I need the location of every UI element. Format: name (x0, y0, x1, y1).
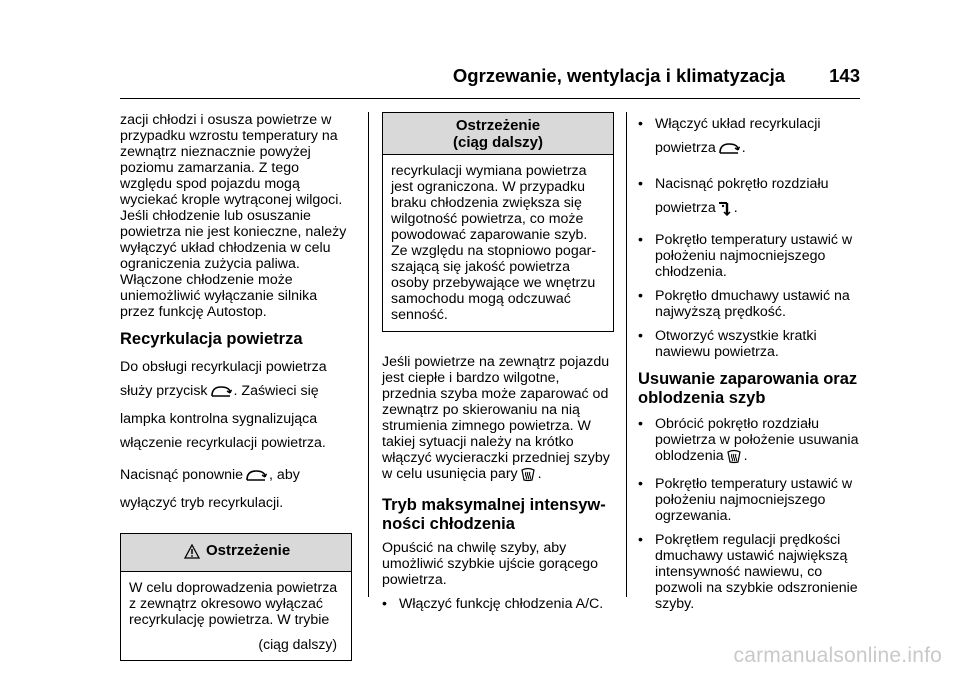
max-cooling-paragraph: Opuścić na chwilę szyby, aby umożliwić szybkie ujście gorącego powietrza. (382, 540, 599, 588)
bullet2-text-b: . (733, 200, 738, 216)
recirculation-icon (718, 140, 740, 164)
warning-box (120, 533, 352, 661)
defog-heading: Usuwanie zaparowania oraz oblodzenia szyb (638, 370, 858, 407)
warning-body (383, 155, 613, 331)
recirculation-icon (210, 383, 232, 407)
bullet2-text-a: Nacisnąć pokrętło rozdziału powietrza (655, 176, 829, 216)
vent-airflow-icon (718, 200, 732, 224)
bullet1-text-a: Włączyć układ recyrkulacji powietrza (655, 116, 821, 156)
page-number: 143 (829, 65, 860, 86)
warning-continued: (ciąg dalszy) (258, 636, 337, 652)
recirc-text-b: . Zaświeci się lampka kontrolna sygnalizująca włączenie recyrkulacji powietrza. (120, 383, 326, 451)
bullet6-text-b: . (743, 448, 748, 464)
defrost-icon (520, 467, 536, 486)
bullet6-text-a: Obrócić pokrętło rozdziału powietrza w położenie usuwania oblodzenia (655, 416, 859, 464)
page-header (120, 58, 860, 99)
warning-title: Ostrzeżenie (205, 542, 291, 559)
column-divider (626, 112, 627, 597)
bullet1-text-b: . (741, 140, 746, 156)
watermark: carmanualsonline.info (733, 644, 942, 667)
list-item (638, 172, 868, 224)
recirc-text-a: Do obsługi recyrkulacji powietrza służy przycisk (120, 359, 327, 399)
warning-title: Ostrzeżenie (455, 117, 541, 134)
list-item (638, 112, 868, 164)
list-item: • Pokrętło temperatury ustawić w położeniu najmocniejszego ogrzewania. (638, 476, 868, 524)
list-item: • Otworzyć wszystkie kratki nawiewu powietrza. (638, 328, 868, 360)
list-item: • Włączyć funkcję chłodzenia A/C. (382, 596, 614, 612)
list-item: • Pokrętło dmuchawy ustawić na najwyższą prędkość. (638, 288, 868, 320)
header-title: Ogrzewanie, wentylacja i klimatyzacja (452, 65, 785, 86)
column-divider (368, 112, 369, 597)
humid-text-b: . (537, 466, 542, 482)
recirc-paragraph-1 (120, 355, 352, 455)
warning-header (121, 534, 351, 572)
warning-text: W celu doprowadzenia powietrza z zewnątrz okresowo wyłączać recyrkulację powietrza. W trybie (129, 580, 338, 628)
recirc2-text-a: Nacisnąć ponownie (120, 467, 244, 483)
warning-triangle-icon (184, 544, 200, 563)
list-item: • Pokrętłem regulacji prędkości dmuchawy ustawić największą intensywność nawiewu, co pozwoli na szybkie odszronienie szyby. (638, 532, 868, 612)
column-2 (382, 112, 614, 612)
recirc2-text-b: , aby wyłączyć tryb recyrkulacji. (120, 467, 300, 511)
warning-header-continued (383, 113, 613, 155)
humid-text-a: Jeśli powietrze na zewnątrz pojazdu jest ciepłe i bardzo wilgotne, przednia szyba może zaparować od zewnątrz po skierowaniu na nią strumienia zimnego powietrza. W takiej sytuacji należy na krótko włączyć wycieraczki przedniej szyby w celu usunięcia pary (382, 354, 610, 482)
warning-text: recyrkulacji wymiana powietrza jest ograniczona. W przypadku braku chłodzenia zwiększa się wilgotność powietrza, co może powodować zaparowanie szyb. Ze względu na stopniowo pogar-szającą się jakość powietrza osoby przebywające we wnętrzu samochodu mogą odczuwać senność. (391, 163, 597, 323)
column-1 (120, 112, 352, 661)
warning-box-continued (382, 112, 614, 332)
recirculation-icon (245, 467, 267, 491)
warning-subtitle: (ciąg dalszy) (452, 134, 544, 151)
warning-body (121, 572, 351, 660)
defrost-icon (726, 449, 742, 468)
recirc-paragraph-2 (120, 463, 352, 515)
list-item: • Pokrętło temperatury ustawić w położeniu najmocniejszego chłodzenia. (638, 232, 868, 280)
intro-paragraph: zacji chłodzi i osusza powietrze w przypadku wzrostu temperatury na zewnątrz nieznacznie powyżej poziomu zamarzania. Z tego względu spod pojazdu mogą wyciekać krople wytrąconej wilgoci. Jeśli chłodzenie lub osuszanie powietrza nie jest konieczne, należy wyłączyć układ chłodzenia w celu ograniczenia zużycia paliwa. Włączone chłodzenie może uniemożliwić wyłączanie silnika przez funkcję Autostop. (120, 112, 347, 320)
humid-paragraph (382, 354, 614, 486)
max-cooling-heading: Tryb maksymalnej intensyw-ności chłodzenia (382, 496, 606, 533)
column-3 (638, 112, 868, 612)
recirc-heading: Recyrkulacja powietrza (120, 330, 303, 348)
list-item (638, 416, 868, 468)
